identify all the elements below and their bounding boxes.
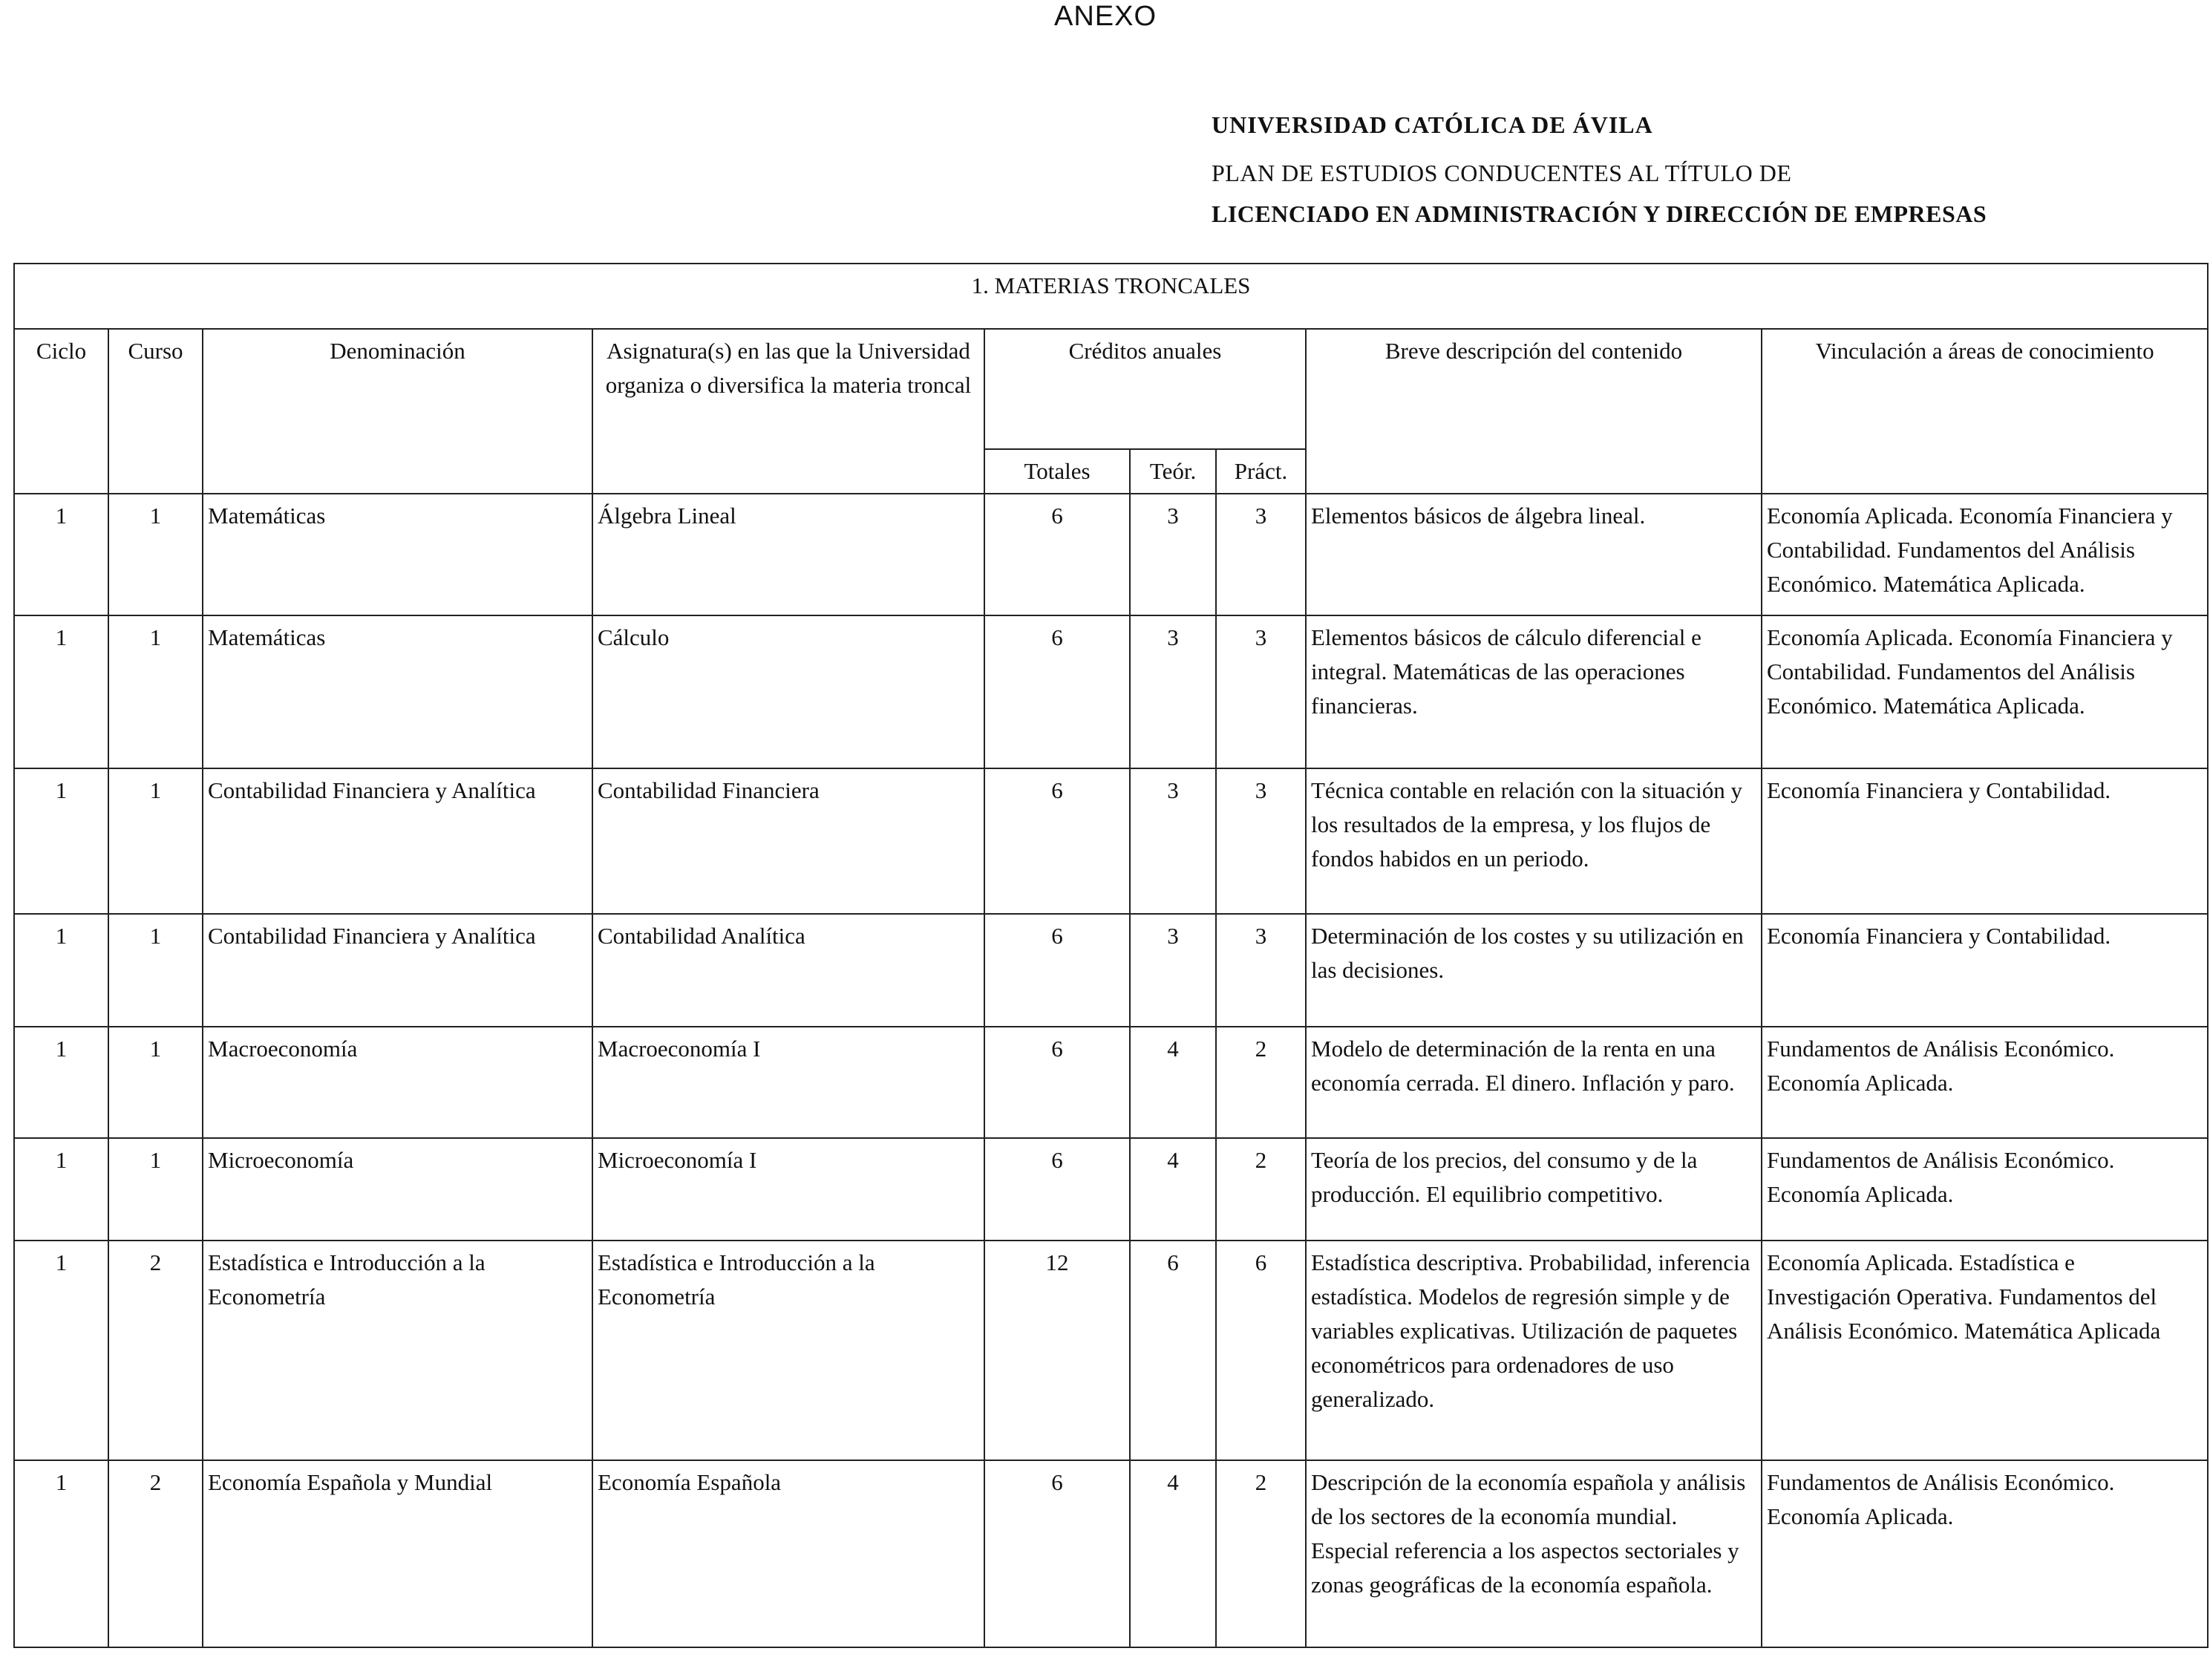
cell-asignatura: Contabilidad Analítica <box>592 914 984 1027</box>
cell-totales: 12 <box>984 1241 1130 1460</box>
cell-asignatura: Cálculo <box>592 615 984 768</box>
cell-curso: 1 <box>108 914 203 1027</box>
cell-teor: 4 <box>1130 1138 1216 1241</box>
cell-denominacion: Macroeconomía <box>203 1027 592 1138</box>
cell-totales: 6 <box>984 494 1130 615</box>
plan-title: PLAN DE ESTUDIOS CONDUCENTES AL TÍTULO DE <box>1212 160 1792 186</box>
cell-teor: 4 <box>1130 1027 1216 1138</box>
cell-curso: 1 <box>108 1138 203 1241</box>
cell-totales: 6 <box>984 1138 1130 1241</box>
cell-pract: 2 <box>1216 1027 1306 1138</box>
cell-ciclo: 1 <box>14 768 108 914</box>
cell-descripcion: Teoría de los precios, del consumo y de la producción. El equilibrio competitivo. <box>1306 1138 1762 1241</box>
cell-pract: 2 <box>1216 1138 1306 1241</box>
cell-denominacion: Contabilidad Financiera y Analítica <box>203 914 592 1027</box>
cell-curso: 1 <box>108 494 203 615</box>
cell-curso: 2 <box>108 1241 203 1460</box>
cell-totales: 6 <box>984 768 1130 914</box>
cell-curso: 1 <box>108 768 203 914</box>
cell-ciclo: 1 <box>14 1027 108 1138</box>
cell-teor: 3 <box>1130 494 1216 615</box>
cell-descripcion: Modelo de determinación de la renta en una economía cerrada. El dinero. Inflación y paro. <box>1306 1027 1762 1138</box>
cell-curso: 2 <box>108 1460 203 1647</box>
cell-pract: 3 <box>1216 494 1306 615</box>
cell-ciclo: 1 <box>14 1460 108 1647</box>
cell-curso: 1 <box>108 1027 203 1138</box>
cell-asignatura: Macroeconomía I <box>592 1027 984 1138</box>
col-denominacion: Denominación <box>203 329 592 494</box>
annex-title: ANEXO <box>1054 1 1157 32</box>
cell-teor: 3 <box>1130 615 1216 768</box>
table-row <box>14 494 2208 615</box>
cell-pract: 3 <box>1216 914 1306 1027</box>
cell-descripcion: Elementos básicos de cálculo diferencial e integral. Matemáticas de las operaciones financieras. <box>1306 615 1762 768</box>
university-name: UNIVERSIDAD CATÓLICA DE ÁVILA <box>1212 111 1653 138</box>
col-teor: Teór. <box>1130 449 1216 494</box>
cell-teor: 4 <box>1130 1460 1216 1647</box>
cell-denominacion: Matemáticas <box>203 615 592 768</box>
col-ciclo: Ciclo <box>14 329 108 494</box>
table-title: 1. MATERIAS TRONCALES <box>14 264 2208 329</box>
cell-teor: 3 <box>1130 914 1216 1027</box>
cell-asignatura: Estadística e Introducción a la Econometría <box>592 1241 984 1460</box>
col-asignaturas: Asignatura(s) en las que la Universidad organiza o diversifica la materia troncal <box>592 329 984 494</box>
cell-descripcion: Estadística descriptiva. Probabilidad, inferencia estadística. Modelos de regresión simple y de variables explicativas. Utilización de paquetes econométricos para ordenadores de uso generalizado. <box>1306 1241 1762 1460</box>
cell-vinculacion: Fundamentos de Análisis Económico. Economía Aplicada. <box>1762 1027 2208 1138</box>
subjects-table <box>13 263 2209 1648</box>
cell-vinculacion: Economía Financiera y Contabilidad. <box>1762 768 2208 914</box>
cell-denominacion: Contabilidad Financiera y Analítica <box>203 768 592 914</box>
table-row <box>14 615 2208 768</box>
table-row <box>14 1138 2208 1241</box>
table-row <box>14 914 2208 1027</box>
cell-vinculacion: Fundamentos de Análisis Económico. Economía Aplicada. <box>1762 1138 2208 1241</box>
table-row <box>14 1241 2208 1460</box>
col-descripcion: Breve descripción del contenido <box>1306 329 1762 494</box>
cell-asignatura: Contabilidad Financiera <box>592 768 984 914</box>
cell-descripcion: Técnica contable en relación con la situación y los resultados de la empresa, y los flujos de fondos habidos en un periodo. <box>1306 768 1762 914</box>
cell-teor: 3 <box>1130 768 1216 914</box>
cell-pract: 3 <box>1216 615 1306 768</box>
table-row <box>14 768 2208 914</box>
cell-asignatura: Álgebra Lineal <box>592 494 984 615</box>
cell-pract: 2 <box>1216 1460 1306 1647</box>
cell-ciclo: 1 <box>14 1138 108 1241</box>
cell-denominacion: Economía Española y Mundial <box>203 1460 592 1647</box>
cell-totales: 6 <box>984 1027 1130 1138</box>
cell-pract: 3 <box>1216 768 1306 914</box>
cell-asignatura: Economía Española <box>592 1460 984 1647</box>
cell-ciclo: 1 <box>14 494 108 615</box>
cell-vinculacion: Economía Financiera y Contabilidad. <box>1762 914 2208 1027</box>
col-totales: Totales <box>984 449 1130 494</box>
table-row <box>14 1027 2208 1138</box>
cell-ciclo: 1 <box>14 914 108 1027</box>
cell-descripcion: Elementos básicos de álgebra lineal. <box>1306 494 1762 615</box>
cell-ciclo: 1 <box>14 615 108 768</box>
cell-descripcion: Determinación de los costes y su utilización en las decisiones. <box>1306 914 1762 1027</box>
col-creditos: Créditos anuales <box>984 329 1306 449</box>
cell-totales: 6 <box>984 615 1130 768</box>
cell-curso: 1 <box>108 615 203 768</box>
cell-teor: 6 <box>1130 1241 1216 1460</box>
cell-vinculacion: Economía Aplicada. Estadística e Investigación Operativa. Fundamentos del Análisis Económico. Matemática Aplicada <box>1762 1241 2208 1460</box>
col-vinculacion: Vinculación a áreas de conocimiento <box>1762 329 2208 494</box>
cell-denominacion: Microeconomía <box>203 1138 592 1241</box>
cell-denominacion: Estadística e Introducción a la Econometría <box>203 1241 592 1460</box>
cell-vinculacion: Economía Aplicada. Economía Financiera y Contabilidad. Fundamentos del Análisis Económico. Matemática Aplicada. <box>1762 494 2208 615</box>
cell-asignatura: Microeconomía I <box>592 1138 984 1241</box>
cell-vinculacion: Economía Aplicada. Economía Financiera y Contabilidad. Fundamentos del Análisis Económico. Matemática Aplicada. <box>1762 615 2208 768</box>
col-pract: Práct. <box>1216 449 1306 494</box>
cell-vinculacion: Fundamentos de Análisis Económico. Economía Aplicada. <box>1762 1460 2208 1647</box>
degree-title: LICENCIADO EN ADMINISTRACIÓN Y DIRECCIÓN DE EMPRESAS <box>1212 200 1987 227</box>
cell-totales: 6 <box>984 1460 1130 1647</box>
cell-descripcion: Descripción de la economía española y análisis de los sectores de la economía mundial. Especial referencia a los aspectos sectoriales y zonas geográficas de la economía española. <box>1306 1460 1762 1647</box>
cell-ciclo: 1 <box>14 1241 108 1460</box>
cell-denominacion: Matemáticas <box>203 494 592 615</box>
cell-pract: 6 <box>1216 1241 1306 1460</box>
table-row <box>14 1460 2208 1647</box>
cell-totales: 6 <box>984 914 1130 1027</box>
col-curso: Curso <box>108 329 203 494</box>
